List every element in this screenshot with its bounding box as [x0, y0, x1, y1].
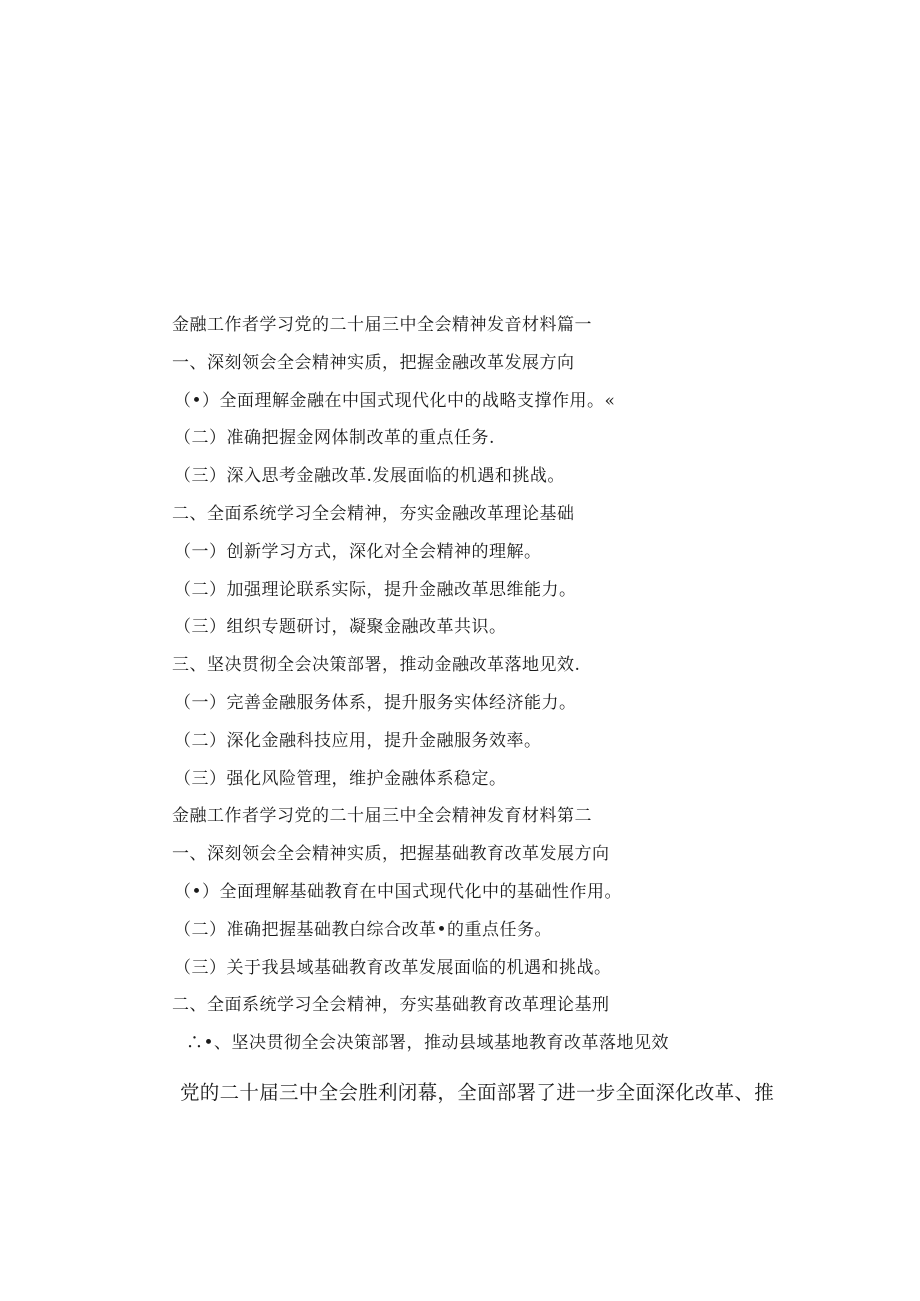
document-outline: [172, 310, 872, 1066]
subsection-item: （•）全面理解金融在中国式现代化中的战略支撑作用。«: [174, 390, 616, 411]
subsection-item: （•）全面理解基础教育在中国式现代化中的基础性作用。: [174, 881, 623, 902]
subsection-item: （三）组织专题研讨，凝聚金融改革共识。: [174, 617, 507, 638]
subsection-item: （一）完善金融服务体系，提升服务实体经济能力。: [174, 692, 577, 713]
subsection-item: （二）加强理论联系实际，提升金融改革思维能力。: [174, 579, 577, 600]
document-title-2: 金融工作者学习党的二十届三中全会精神发育材料第二: [172, 806, 592, 827]
body-paragraph: 党的二十届三中全会胜利闭幕，全面部署了进一步全面深化改革、推: [180, 1081, 775, 1104]
subsection-item: （二）准确把握金网体制改革的重点任务.: [174, 428, 495, 449]
subsection-item: （三）强化风险管理，维护金融体系稳定。: [174, 768, 507, 789]
subsection-item: （二）准确把握基础教白综合改革•的重点任务。: [174, 919, 553, 940]
subsection-item: （三）深入思考金融改革.发展面临的机遇和挑战。: [174, 466, 565, 487]
section-heading: 二、全面系统学习全会精神，夯实基础教育改革理论基刑: [172, 995, 610, 1016]
subsection-item: （二）深化金融科技应用，提升金融服务效率。: [174, 730, 542, 751]
subsection-item: （三）关于我县域基础教育改革发展面临的机遇和挑战。: [174, 957, 612, 978]
section-heading: ∴•、坚决贯彻全会决策部署，推动县域基地教育改革落地见效: [186, 1033, 670, 1054]
section-heading: 一、深刻领会全会精神实质，把握金融改革发展方向: [172, 352, 575, 373]
subsection-item: （一）创新学习方式，深化对全会精神的理解。: [174, 541, 542, 562]
section-heading: 三、坚决贯彻全会决策部署，推动金融改革落地见效.: [172, 655, 581, 676]
document-title-1: 金融工作者学习党的二十届三中全会精神发音材料篇一: [172, 315, 592, 335]
section-heading: 一、深刻领会全会精神实质，把握基础教育改革发展方向: [172, 844, 610, 865]
section-heading: 二、全面系统学习全会精神，夯实金融改革理论基础: [172, 503, 575, 524]
